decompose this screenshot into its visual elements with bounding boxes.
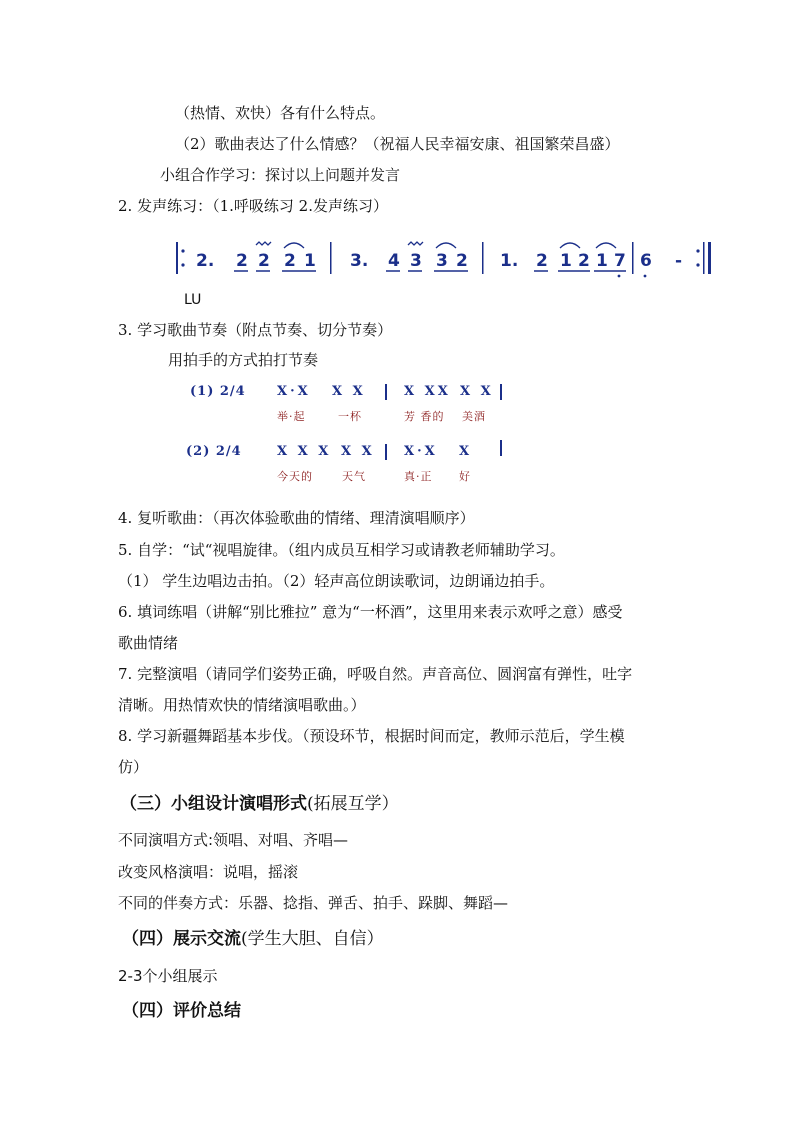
section-heading-note: (学生大胆、自信）	[241, 929, 384, 949]
text-line: 清晰。用热情欢快的情绪演唱歌曲。）	[118, 696, 366, 714]
bar-line	[385, 384, 387, 400]
note: 2.	[196, 251, 215, 271]
rhythm-notes: X X	[460, 384, 494, 399]
rhythm-notes: X XX	[404, 384, 451, 399]
text-line: 7. 完整演唱（请同学们姿势正确，呼吸自然。声音高位、圆润富有弹性，吐字	[118, 665, 633, 683]
section-heading-title: （三）小组设计演唱形式	[120, 794, 307, 814]
text-line: （热情、欢快）各有什么特点。	[175, 104, 386, 122]
note: 1	[304, 251, 316, 271]
rhythm-lyrics: 举·起	[277, 410, 306, 423]
section-heading-title: （四）展示交流	[122, 929, 241, 949]
text-line: 仿）	[118, 758, 149, 776]
note: 4	[388, 251, 400, 271]
rhythm-label: (1) 2/4	[190, 384, 246, 399]
section-heading	[122, 929, 384, 949]
vocal-exercise-notation	[172, 236, 722, 280]
rhythm-lyrics: 今天的	[277, 470, 313, 483]
text-line: 小组合作学习：探讨以上问题并发言	[160, 166, 401, 184]
note: 3.	[350, 251, 369, 271]
note: 7	[614, 251, 626, 271]
text-line: 5. 自学：“试“视唱旋律。（组内成员互相学习或请教老师辅助学习。	[118, 541, 565, 559]
note: -	[675, 251, 683, 271]
text-line: （1） 学生边唱边击拍。（2）轻声高位朗读歌词，边朗诵边拍手。	[118, 572, 555, 590]
rhythm-notes: X X X	[277, 444, 332, 459]
note: 3	[436, 251, 448, 271]
rhythm-notes: X·X	[404, 444, 438, 459]
syllable-label: LU	[184, 292, 202, 308]
text-line: 用拍手的方式拍打节奏	[168, 351, 319, 369]
text-line: 4. 复听歌曲：（再次体验歌曲的情绪、理清演唱顺序）	[118, 509, 475, 527]
section-heading: （四）评价总结	[122, 1001, 241, 1021]
bar-line	[385, 444, 387, 460]
text-line: 不同的伴奏方式：乐器、捻指、弹舌、拍手、跺脚、舞蹈—	[118, 894, 509, 912]
rhythm-notes: X X	[341, 444, 375, 459]
section-heading	[120, 794, 399, 814]
section-heading-note: (拓展互学）	[307, 794, 399, 814]
rhythm-notes: X	[459, 444, 473, 459]
text-line: 2. 发声练习：（1.呼吸练习 2.发声练习）	[118, 197, 388, 215]
note: 1.	[500, 251, 519, 271]
note: 2	[258, 251, 270, 271]
text-line: 改变风格演唱：说唱，摇滚	[118, 863, 299, 881]
rhythm-lyrics: 好	[459, 470, 471, 483]
note: 1	[560, 251, 572, 271]
note: 2	[456, 251, 468, 271]
note: 2	[236, 251, 248, 271]
rhythm-lyrics: 真·正	[404, 470, 433, 483]
note: 2	[536, 251, 548, 271]
text-line: 8. 学习新疆舞蹈基本步伐。（预设环节，根据时间而定，教师示范后，学生模	[118, 727, 625, 745]
text-line: 3. 学习歌曲节奏（附点节奏、切分节奏）	[118, 321, 393, 339]
bar-line	[500, 440, 502, 456]
text-line: （2）歌曲表达了什么情感？（祝福人民幸福安康、祖国繁荣昌盛）	[175, 135, 620, 153]
rhythm-notes: X·X	[277, 384, 311, 399]
rhythm-lyrics: 一杯	[338, 410, 362, 423]
note: 2	[284, 251, 296, 271]
text-line: 不同演唱方式:领唱、对唱、齐唱—	[118, 831, 349, 849]
note: 2	[578, 251, 590, 271]
text-line: 2-3个小组展示	[118, 967, 218, 985]
rhythm-lyrics: 芳 香的	[404, 410, 445, 423]
rhythm-lyrics: 天气	[342, 470, 366, 483]
text-line: 6. 填词练唱（讲解“别比雅拉” 意为“一杯酒”，这里用来表示欢呼之意）感受	[118, 603, 623, 621]
rhythm-label: (2) 2/4	[186, 444, 242, 459]
note: 3	[410, 251, 422, 271]
note: 1	[596, 251, 608, 271]
rhythm-lyrics: 美酒	[462, 410, 486, 423]
bar-line	[500, 384, 502, 400]
note: 6	[640, 251, 652, 271]
rhythm-notes: X X	[332, 384, 366, 399]
text-line: 歌曲情绪	[118, 634, 179, 652]
